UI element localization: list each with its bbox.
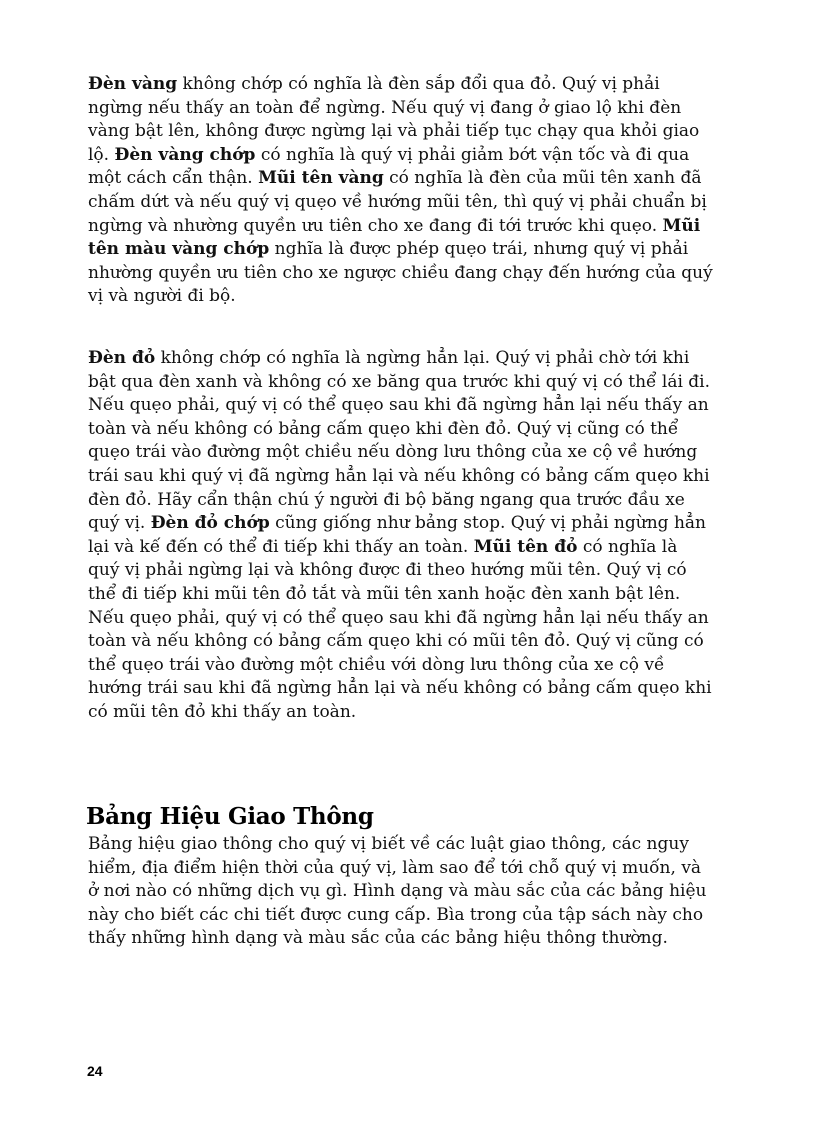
paragraph-red-lights	[88, 347, 714, 725]
paragraph-text: nghĩa là được phép quẹo trái, nhưng quý vị phải nhường quyền ưu tiên cho xe ngược chiều đang chạy đến hướng của quý vị và người đi bộ.	[88, 239, 713, 307]
section-heading: Bảng Hiệu Giao Thông	[86, 803, 374, 830]
bold-term: Đèn vàng	[88, 74, 178, 94]
paragraph-text: không chớp có nghĩa là ngừng hẳn lại. Quý vị phải chờ tới khi bật qua đèn xanh và không có xe băng qua trước khi quý vị có thể lái đi. Nếu quẹo phải, quý vị có thể quẹo sau khi đã ngừng hẳn lại nếu thấy an toàn và nếu không có bảng cấm quẹo khi đèn đỏ. Quý vị cũng có thể quẹo trái vào đường một chiều nếu dòng lưu thông của xe cộ về hướng trái sau khi quý vị đã ngừng hẳn lại và nếu không có bảng cấm quẹo khi đèn đỏ. Hãy cẩn thận chú ý người đi bộ băng ngang qua trước đầu xe quý vị.	[88, 348, 711, 534]
bold-term: Đèn vàng chớp	[114, 144, 256, 165]
paragraph-text: có nghĩa là quý vị phải ngừng lại và không được đi theo hướng mũi tên. Quý vị có thể đi tiếp khi mũi tên đỏ tắt và mũi tên xanh hoặc đèn xanh bật lên. Nếu quẹo phải, quý vị có thể quẹo sau khi đã ngừng hẳn lại nếu thấy an toàn và nếu không có bảng cấm quẹo khi có mũi tên đỏ. Quý vị cũng có thể quẹo trái vào đường một chiều với dòng lưu thông của xe cộ về hướng trái sau khi đã ngừng hẳn lại và nếu không có bảng cấm quẹo khi có mũi tên đỏ khi thấy an toàn.	[88, 536, 712, 722]
paragraph-text: có nghĩa là quý vị phải giảm bớt vận tốc và đi qua một cách cẩn thận.	[88, 144, 690, 189]
bold-term: Mũi tên đỏ	[473, 536, 578, 557]
paragraph-text: Bảng hiệu giao thông cho quý vị biết về các luật giao thông, các nguy hiểm, địa điểm hiện thời của quý vị, làm sao để tới chỗ quý vị muốn, và ở nơi nào có những dịch vụ gì. Hình dạng và màu sắc của các bảng hiệu này cho biết các chi tiết được cung cấp. Bìa trong của tập sách này cho thấy những hình dạng và màu sắc của các bảng hiệu thông thường.	[88, 834, 707, 949]
page-number: 24	[87, 1063, 103, 1079]
paragraph-yellow-lights	[88, 73, 714, 309]
bold-term: Đèn đỏ chớp	[150, 513, 270, 534]
bold-term: Đèn đỏ	[88, 348, 156, 368]
paragraph-text: có nghĩa là đèn của mũi tên xanh đã chấm dứt và nếu quý vị quẹo về hướng mũi tên, thì quý vị phải chuẩn bị ngừng và nhường quyền ưu tiên cho xe đang đi tới trước khi quẹo.	[88, 168, 707, 236]
paragraph-traffic-signs	[88, 833, 714, 951]
bold-term: Mũi tên vàng	[258, 168, 384, 189]
paragraph-text: cũng giống như bảng stop. Quý vị phải ngừng hẳn lại và kế đến có thể đi tiếp khi thấy an toàn.	[88, 513, 706, 557]
bold-term: Mũi tên màu vàng chớp	[88, 215, 701, 260]
paragraph-text: không chớp có nghĩa là đèn sắp đổi qua đỏ. Quý vị phải ngừng nếu thấy an toàn để ngừng. Nếu quý vị đang ở giao lộ khi đèn vàng bật lên, không được ngừng lại và phải tiếp tục chạy qua khỏi giao lộ.	[88, 74, 700, 165]
